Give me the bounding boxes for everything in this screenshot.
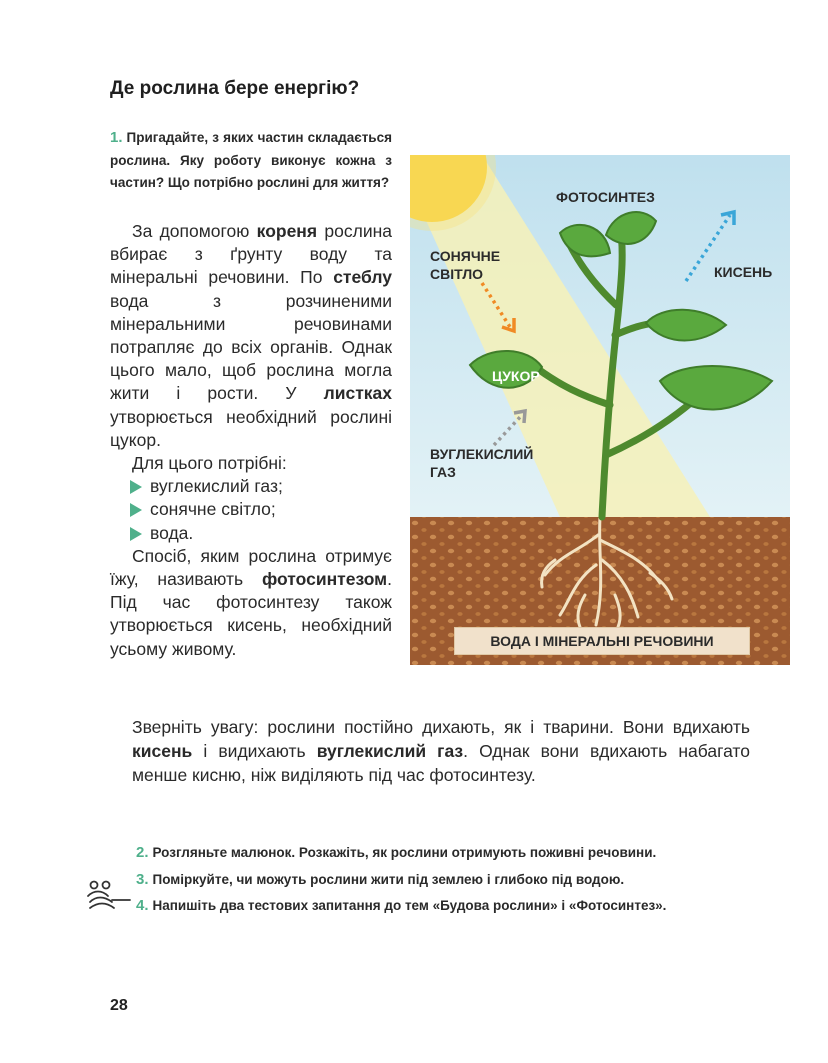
oxygen-label: КИСЕНЬ: [714, 264, 773, 280]
section-heading: Де рослина бере енергію?: [110, 78, 360, 99]
sunlight-label: [430, 247, 500, 283]
sunlight-label-line: СОНЯЧНЕ: [430, 248, 501, 264]
term-oxygen: кисень: [132, 741, 193, 761]
text-run: вода з розчиненими мінеральними речовинами потрапляє до всіх органів. Однак цього мало, щоб рослина могла жити і рости. У: [110, 290, 392, 404]
sugar-label: ЦУКОР: [492, 368, 540, 384]
question-1: [110, 127, 392, 195]
sunlight-label-line: СВІТЛО: [430, 266, 484, 282]
paragraph-roots: [110, 220, 392, 452]
task-number: 4.: [136, 897, 149, 914]
note-paragraph: [132, 715, 750, 787]
tasks-list: [136, 842, 750, 918]
term-leaves: листках: [323, 383, 392, 404]
task-text: Напишіть два тестових запитання до тем «Будова рослини» і «Фотосинтез».: [152, 898, 667, 913]
list-item: сонячне світло;: [130, 498, 392, 521]
text-run: . Однак вони вдихають набагато менше кисню, ніж виділяють під час фотосинтезу.: [132, 741, 750, 785]
figure-title: ФОТОСИНТЕЗ: [556, 189, 655, 205]
needs-list: [110, 475, 392, 545]
term-stem: стеблу: [333, 267, 392, 288]
task-text: Поміркуйте, чи можуть рослини жити під землею і глибоко під водою.: [152, 871, 625, 887]
pair-work-icon: [84, 880, 134, 916]
text-run: утворюється необхідний рослині цукор.: [110, 406, 392, 450]
text-run: За допомогою: [132, 221, 257, 241]
text-run: Зверніть увагу: рослини постійно дихають, як і тварини. Вони вдихають: [132, 717, 750, 737]
task-text: Розгляньте малюнок. Розкажіть, як рослини отримують поживні речовини.: [152, 845, 657, 860]
photosynthesis-illustration: [410, 155, 790, 665]
task-number: 2.: [136, 844, 149, 861]
term-co2: вуглекислий газ: [316, 741, 464, 761]
paragraph-needs: Для цього потрібні:: [132, 453, 287, 474]
term-root: кореня: [256, 221, 318, 241]
question-1-text: Пригадайте, з яких частин складається рослина. Яку роботу виконує кожна з частин? Що потрібно рослині для життя?: [110, 130, 392, 190]
plant-diagram: [410, 155, 790, 665]
text-run: рослина вбирає з ґрунту воду та мінеральні речовини. По: [110, 221, 392, 288]
text-run: . Під час фотосинтезу також утворюється кисень, необхідний усьому живому.: [110, 569, 392, 659]
co2-label-line: ГАЗ: [430, 464, 456, 480]
question-1-number: 1.: [110, 129, 123, 146]
list-item: вуглекислий газ;: [130, 475, 392, 498]
co2-label-line: ВУГЛЕКИСЛИЙ: [430, 446, 534, 462]
page-number: 28: [110, 997, 128, 1014]
co2-label: [430, 445, 533, 481]
paragraph-photosynthesis: [110, 545, 392, 661]
main-text: [110, 220, 392, 661]
water-minerals-label: ВОДА І МІНЕРАЛЬНІ РЕЧОВИНИ: [454, 627, 750, 655]
task-4: [136, 895, 750, 918]
text-run: Спосіб, яким рослина отримує їжу, називають: [110, 545, 392, 590]
task-2: [136, 842, 750, 865]
task-3: [136, 869, 750, 892]
term-photosynthesis: фотосинтезом: [261, 569, 388, 590]
text-run: і видихають: [192, 741, 317, 761]
task-number: 3.: [136, 870, 149, 888]
list-item: вода.: [130, 522, 392, 545]
